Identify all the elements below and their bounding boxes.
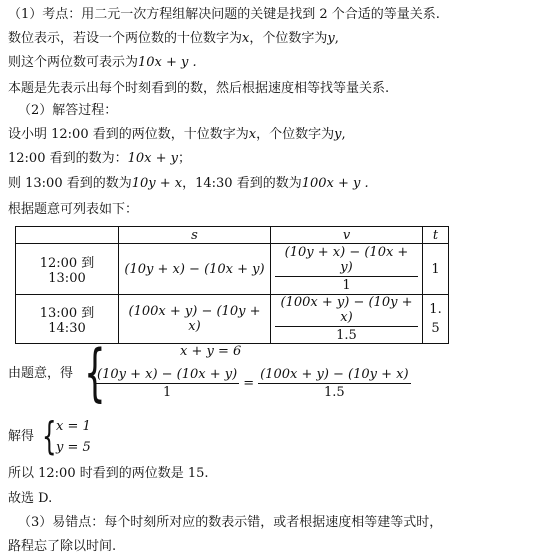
solution-heading: （2）解答过程：	[18, 103, 118, 118]
table-header-t: t	[423, 227, 449, 244]
two-digit-expression-line: 则这个两位数可表示为10x + y .	[8, 55, 197, 70]
table-cell-s: (10y + x) − (10x + y)	[119, 244, 271, 295]
digit-representation-line: 数位表示，若设一个两位数的十位数字为x，个位数字为y,	[8, 31, 339, 46]
table-header-v: v	[271, 227, 423, 244]
table-cell-t: 1. 5	[423, 295, 449, 344]
table-cell-t: 1	[423, 244, 449, 295]
table-row	[16, 295, 449, 344]
lhs-fraction: $\frac{(10y + x) - (10x + y)}{1}$	[97, 367, 238, 400]
solution-x: x = 1	[56, 419, 91, 434]
point-line: （1）考点：用二元一次方程组解决问题的关键是找到 2 个合适的等量关系.	[8, 7, 440, 22]
equation-2: $\frac{(10y + x) - (10x + y)}{1}$ = $\frac{(100x + y) - (10y + x)}{1.5}$	[97, 367, 409, 400]
solution-brace: {	[42, 414, 57, 458]
pitfall-continuation-line: 路程忘了除以时间.	[8, 539, 117, 554]
equation-system-brace: {	[84, 336, 106, 409]
velocity-fraction: $\frac{(10y + x) - (10x + y)}{1}$	[275, 245, 418, 293]
table-cell-v	[271, 295, 423, 344]
setup-line: 设小明 12:00 看到的两位数，十位数字为x，个位数字为y,	[8, 127, 346, 142]
pitfall-line: （3）易错点：每个时刻所对应的数表示错，或者根据速度相等建等式时，	[18, 515, 443, 530]
method-line: 本题是先表示出每个时刻看到的数，然后根据速度相等找等量关系.	[8, 81, 390, 96]
table-cell-s: (100x + y) − (10y + x)	[119, 295, 271, 344]
table-intro-line: 根据题意可列表如下：	[8, 202, 139, 217]
table-header-s: s	[119, 227, 271, 244]
by-condition-label: 由题意，得	[8, 366, 74, 381]
velocity-fraction: $\frac{(100x + y) - (10y + x)}{1.5}$	[275, 295, 418, 343]
table-cell-v	[271, 244, 423, 295]
table-cell-period: 12:00 到 13:00	[16, 244, 119, 295]
solve-label: 解得	[8, 429, 35, 444]
table-header-row	[16, 227, 449, 244]
table-cell-period: 13:00 到 14:30	[16, 295, 119, 344]
table-row	[16, 244, 449, 295]
number-at-1200-line: 12:00 看到的数为：10x + y；	[8, 151, 191, 166]
conclusion-line: 所以 12:00 时看到的两位数是 15.	[8, 466, 209, 481]
table-header-empty	[16, 227, 119, 244]
data-table	[15, 226, 449, 344]
solution-y: y = 5	[56, 440, 91, 455]
numbers-at-1300-1430-line: 则 13:00 看到的数为10y + x，14:30 看到的数为100x + y .	[8, 176, 369, 191]
rhs-fraction: $\frac{(100x + y) - (10y + x)}{1.5}$	[260, 367, 409, 400]
answer-line: 故选 D.	[8, 491, 53, 506]
equation-1: x + y = 6	[180, 344, 242, 359]
